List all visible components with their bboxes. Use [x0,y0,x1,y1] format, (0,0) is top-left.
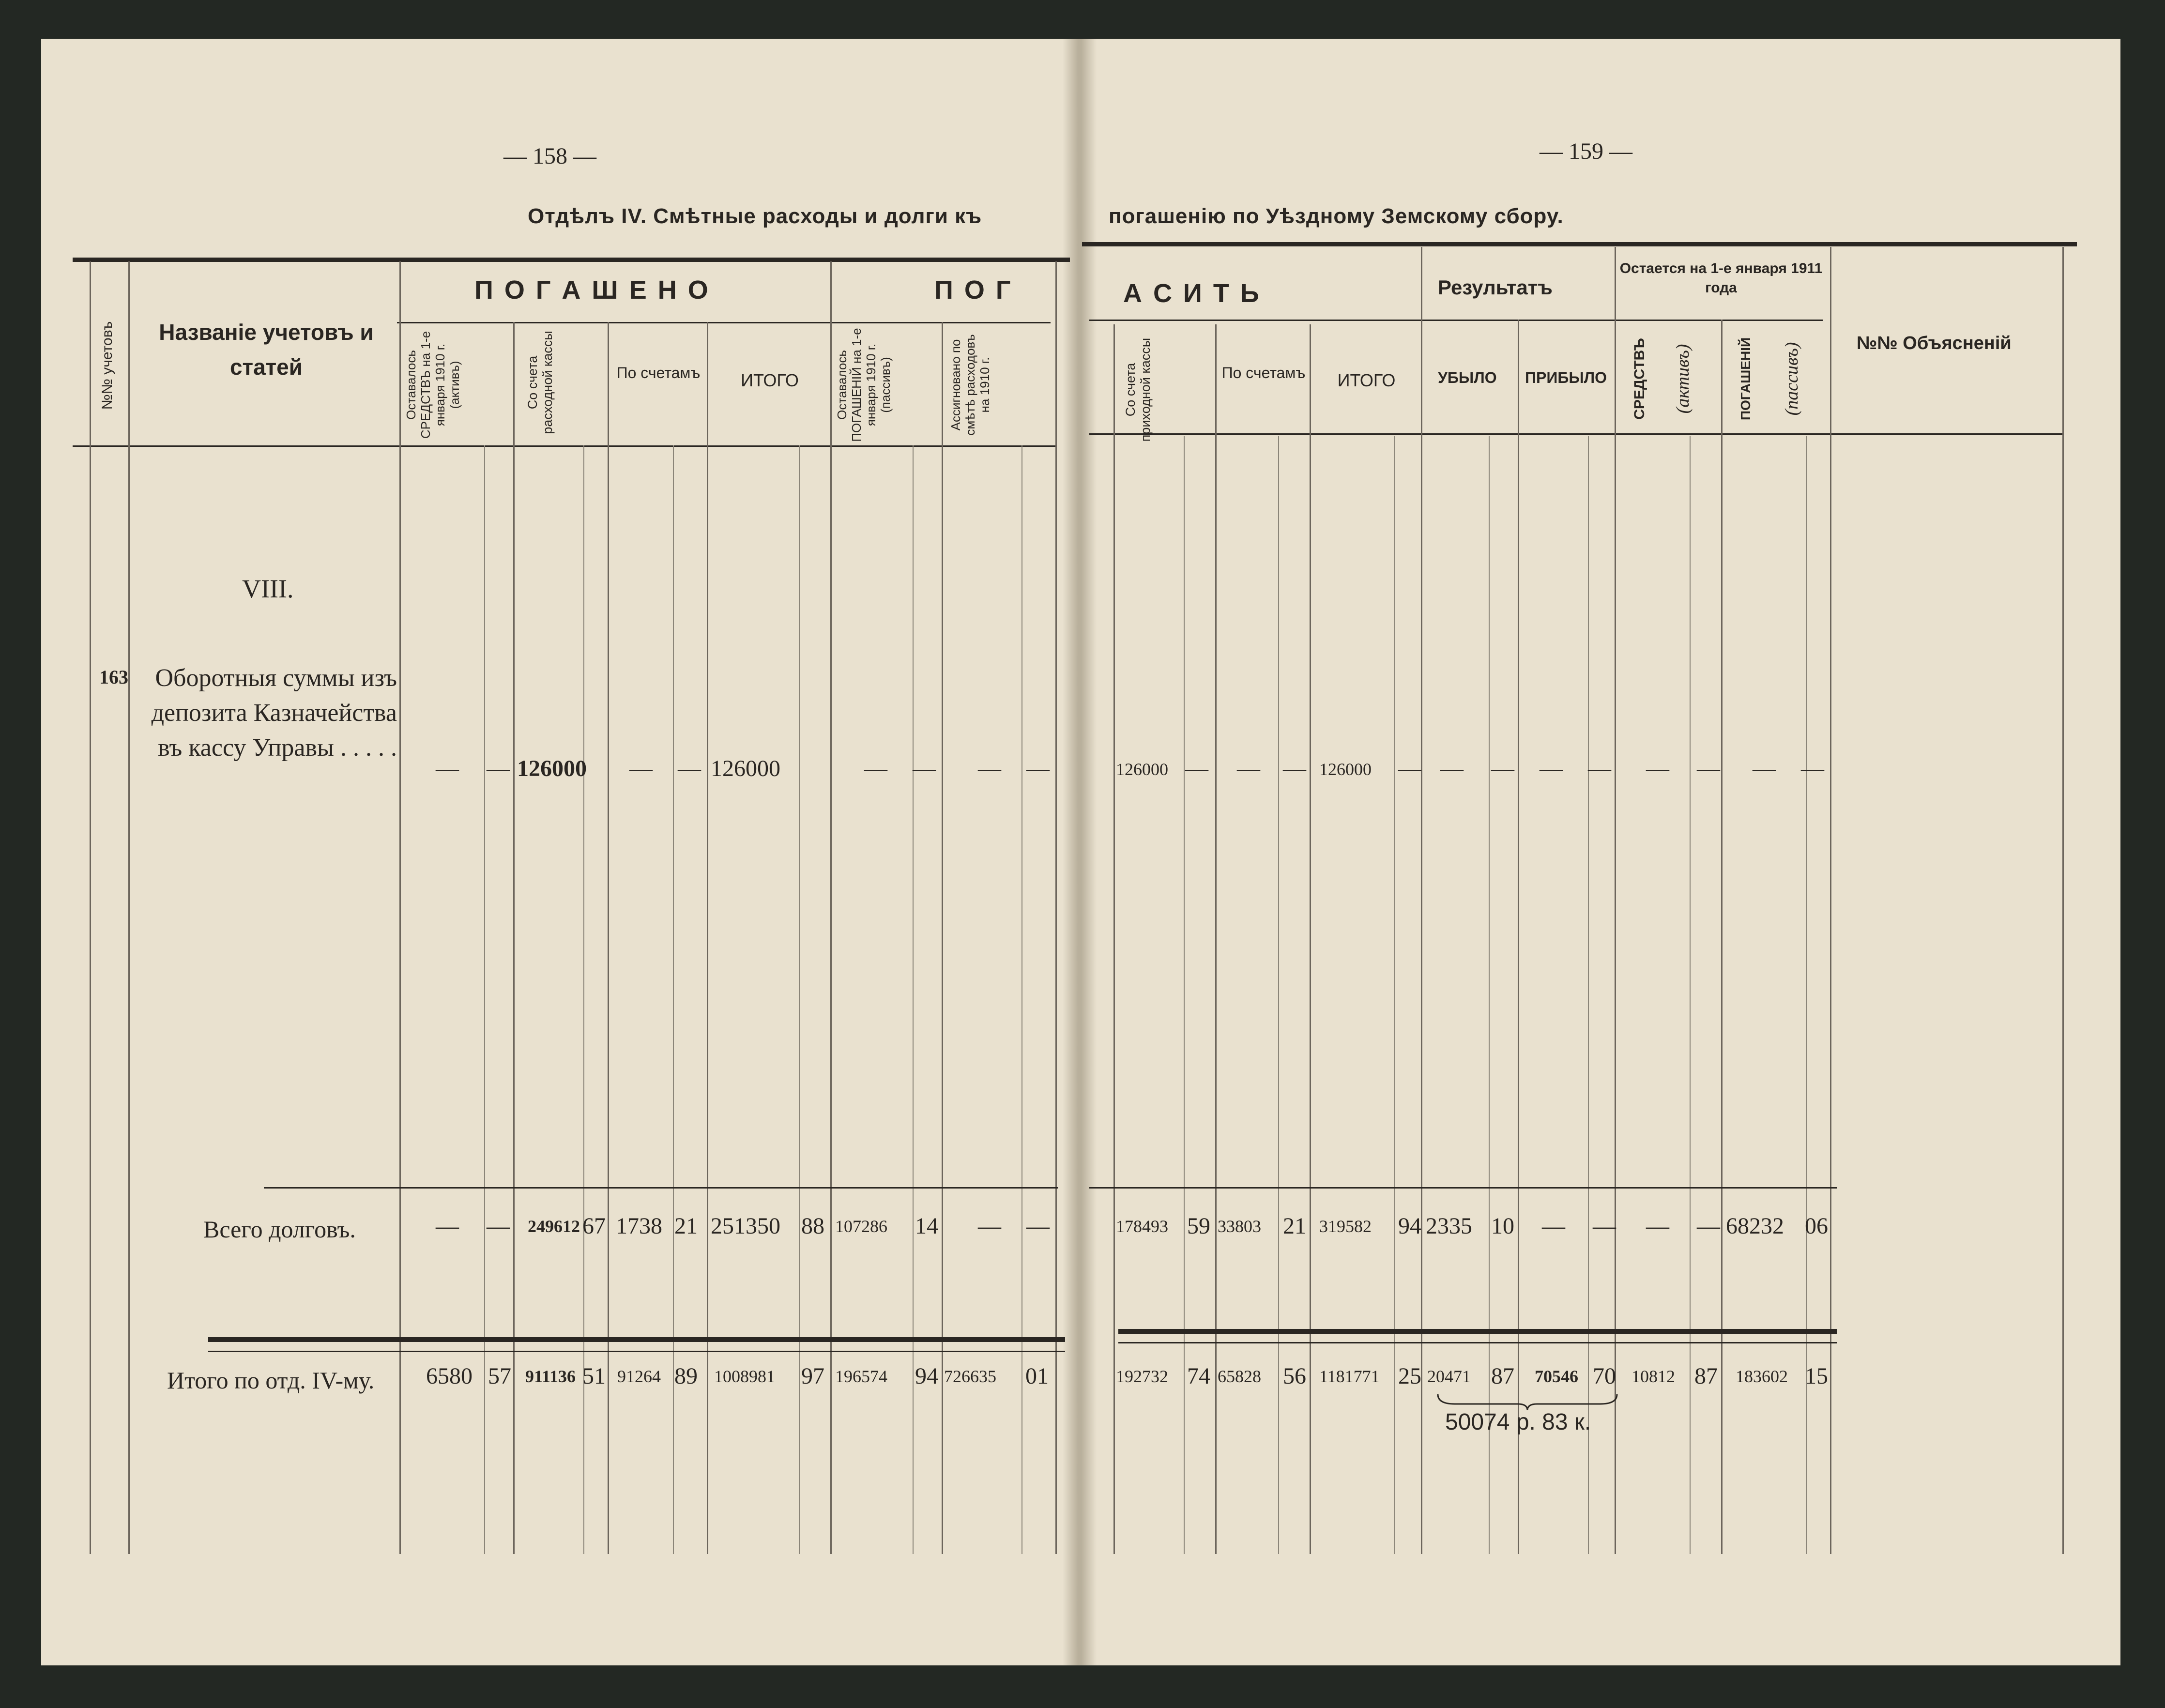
group-header-result: Результатъ [1438,276,1553,299]
cell-kopecks: 57 [488,1363,511,1389]
vline [1310,324,1311,1554]
col-header-funds-1910: Оставалось СРЕДСТВЪ на 1-е января 1910 г. (активъ) [404,331,462,439]
cell-dash: — [1237,756,1260,781]
cell-kopecks: 94 [1398,1213,1421,1239]
cell-grand-loss: 20471 [1427,1367,1471,1386]
vline [1489,436,1490,1554]
vline [913,445,914,1554]
cell-kopecks: 10 [1491,1213,1514,1239]
cell-kopecks: 97 [801,1363,824,1389]
vline [1215,324,1217,1554]
cell-total-accounts: 1738 [616,1213,662,1239]
vline [1394,436,1395,1554]
cell-kopecks: 25 [1398,1363,1421,1389]
page-title-right: погашенію по Уѣздному Земскому сбору. [1109,204,1564,228]
cell-dash: — [1593,1213,1616,1239]
cell-grand-accounts-r: 65828 [1218,1367,1261,1386]
cell-grand-debts: 196574 [835,1367,887,1386]
group-rule-left [397,322,1051,323]
cell-total-expense: 249612 [528,1217,580,1236]
cell-dash: — [1440,756,1464,781]
cell-kopecks: 59 [1187,1213,1210,1239]
cell-dash: — [1398,756,1421,781]
cell-dash: — [1801,756,1824,781]
cell-dash: — [913,756,936,781]
vline [1830,247,1831,1554]
vline [1421,247,1422,1554]
cell-dash: — [978,1213,1001,1239]
cell-dash: — [1646,756,1669,781]
cell-kopecks: 14 [915,1213,938,1239]
col-header-appropriated: Ассигновано по смѣтѣ расходовъ на 1910 г. [948,334,992,436]
grand-rule-left-2 [208,1351,1065,1352]
vline [90,261,91,1554]
vline [1721,320,1723,1554]
vline [513,322,515,1554]
cell-kopecks: 67 [582,1213,606,1239]
cell-kopecks: 21 [674,1213,698,1239]
cell-dash: — [1588,756,1611,781]
top-rule-right [1082,242,2077,246]
vline [1518,320,1519,1554]
cell-total-sum-r: 319582 [1319,1217,1372,1236]
col-header-account-no: №№ учетовъ [99,321,115,410]
cell-total-debts: 107286 [835,1217,887,1236]
cell-income-cash: 126000 [1116,760,1168,779]
cell-kopecks: 87 [1694,1363,1718,1389]
group-header-repay: П О Г [934,275,1013,305]
col-header-accounts-r: По счетамъ [1221,364,1306,381]
vline [1588,436,1589,1554]
vline [673,445,674,1554]
cell-dash: — [1697,756,1720,781]
cell-dash: — [864,756,887,781]
group-header-repay-cont: А С И Т Ь [1123,279,1261,308]
section-number: VIII. [242,574,294,603]
cell-kopecks: 21 [1283,1213,1306,1239]
result-sum: 50074 р. 83 к. [1445,1409,1591,1435]
cell-total-income: 178493 [1116,1217,1168,1236]
header-rule-left [73,445,1055,447]
grand-rule-left-1 [208,1337,1065,1342]
page-title-left: Отдѣлъ IV. Смѣтные расходы и долги къ [528,204,982,228]
subtotal-rule-right [1089,1187,1837,1189]
col-header-total-r: ИТОГО [1337,370,1396,390]
vline [1690,436,1691,1554]
vline [128,261,130,1554]
vline [1055,261,1057,1554]
cell-total-r: 126000 [1319,760,1372,779]
grand-rule-right-2 [1118,1342,1837,1343]
cell-grand-debts-r: 183602 [1736,1367,1788,1386]
cell-dash: — [1185,756,1208,781]
cell-expense-cash: 126000 [517,756,587,781]
cell-kopecks: 88 [801,1213,824,1239]
subtotal-rule-left [264,1187,1058,1189]
cell-grand-appropriated: 726635 [944,1367,996,1386]
cell-total-loss: 2335 [1426,1213,1472,1239]
page-number-left: — 158 — [503,143,596,169]
col-header-active: (активъ) [1673,344,1693,414]
vline [707,322,708,1554]
cell-dash: — [487,756,510,781]
cell-dash: — [436,756,459,781]
cell-grand-total-r: 1181771 [1319,1367,1380,1386]
cell-dash: — [1026,1213,1050,1239]
col-header-notes: №№ Объясненій [1857,333,2012,353]
vline [1113,324,1115,1554]
row-account-name: Оборотныя суммы изъ депозита Казначейства въ кассу Управы . . . . . [151,664,397,762]
col-header-passive: (пассивъ) [1782,342,1802,416]
group-rule-right [1089,320,1423,321]
cell-total-debts-r: 68232 [1726,1213,1784,1239]
cell-grand-funds-r: 10812 [1631,1367,1675,1386]
page-number-right: — 159 — [1540,138,1632,164]
row-account-no: 163 [99,666,128,688]
cell-dash: — [1697,1213,1720,1239]
col-header-loss: УБЫЛО [1438,369,1497,386]
group-header-remain-1911: Остается на 1-е января 1911 года [1619,260,1823,296]
cell-dash: — [1646,1213,1669,1239]
cell-kopecks: 15 [1805,1363,1828,1389]
cell-dash: — [1542,1213,1565,1239]
cell-kopecks: 74 [1187,1363,1210,1389]
col-header-gain: ПРИБЫЛО [1525,369,1607,386]
grand-total-label: Итого по отд. IV-му. [167,1367,375,1394]
cell-kopecks: 56 [1283,1363,1306,1389]
group-header-paid: П О Г А Ш Е Н О [474,275,710,305]
cell-grand-gain: 70546 [1535,1367,1578,1386]
cell-dash: — [978,756,1001,781]
cell-total-sum: 251350 [711,1213,780,1239]
col-header-debts-1910: Оставалось ПОГАШЕНІЙ на 1-е января 1910 г. (пассивъ) [835,328,893,442]
cell-kopecks: 01 [1025,1363,1049,1389]
cell-grand-income: 192732 [1116,1367,1168,1386]
cell-grand-expense: 911136 [525,1367,576,1386]
top-rule-left [73,258,1070,262]
cell-total-accounts-r: 33803 [1218,1217,1261,1236]
total-label: Всего долговъ. [203,1216,356,1243]
vline [799,445,800,1554]
vline [1278,436,1279,1554]
cell-total: 126000 [711,756,780,781]
header-rule-right [1089,433,2062,435]
vline [942,322,943,1554]
vline [2062,247,2064,1554]
cell-dash: — [487,1213,510,1239]
vline [484,445,485,1554]
book-gutter [1063,39,1097,1665]
cell-kopecks: 06 [1805,1213,1828,1239]
col-header-total: ИТОГО [741,370,799,390]
col-header-accounts: По счетамъ [616,364,701,381]
cell-grand-funds: 6580 [426,1363,473,1389]
cell-kopecks: 70 [1593,1363,1616,1389]
cell-dash: — [1026,756,1050,781]
cell-kopecks: 51 [582,1363,606,1389]
cell-dash: — [1753,756,1776,781]
cell-dash: — [629,756,653,781]
cell-kopecks: 94 [915,1363,938,1389]
vline [1615,247,1616,1554]
result-rule [1421,320,1823,321]
grand-rule-right-1 [1118,1329,1837,1334]
col-header-expense-cash: Со счета расходной кассы [525,331,555,434]
col-header-funds: СРЕДСТВЪ [1631,338,1647,420]
col-header-name: Названіе учетовъ и статей [159,320,374,380]
result-brace [1435,1392,1619,1411]
cell-dash: — [1283,756,1306,781]
vline [399,261,401,1554]
cell-kopecks: 89 [674,1363,698,1389]
cell-dash: — [1491,756,1514,781]
cell-grand-total: 1008981 [714,1367,775,1386]
cell-dash: — [678,756,701,781]
cell-dash: — [436,1213,459,1239]
cell-grand-accounts: 91264 [617,1367,661,1386]
vline [1184,436,1185,1554]
cell-kopecks: 87 [1491,1363,1514,1389]
vline [608,322,609,1554]
vline [830,261,832,1554]
cell-dash: — [1540,756,1563,781]
col-header-income-cash: Со счета приходной кассы [1123,337,1153,442]
col-header-debts: ПОГАШЕНІЙ [1738,337,1753,421]
